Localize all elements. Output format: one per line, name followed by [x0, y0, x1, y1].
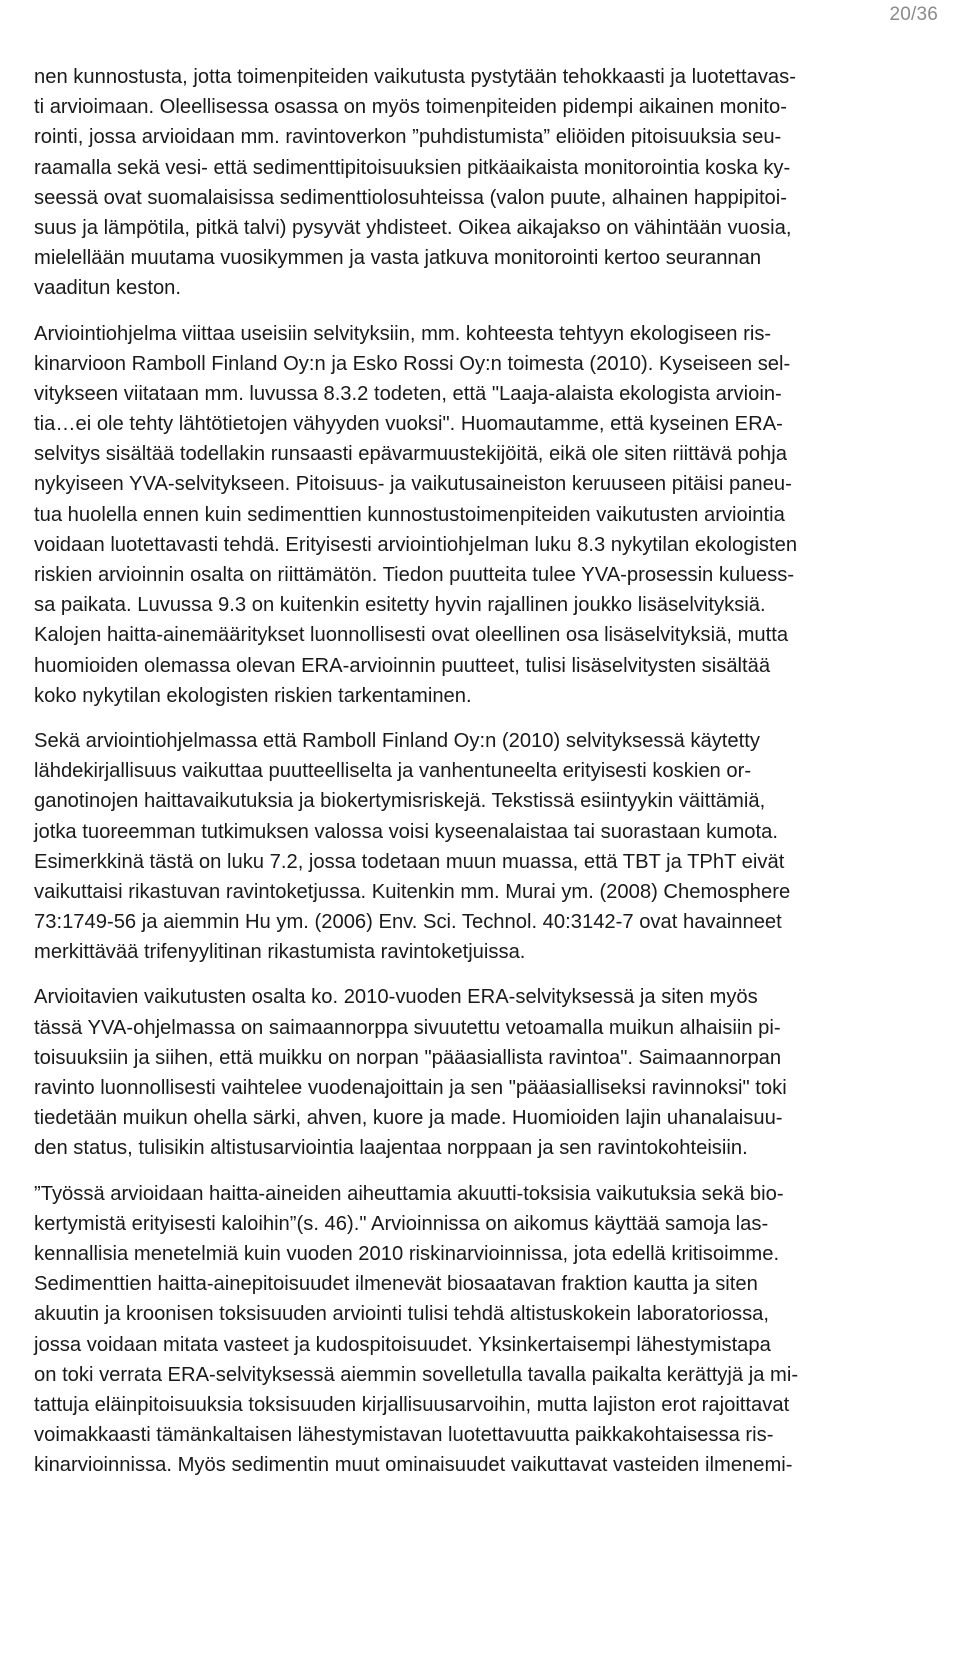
paragraph-4 [34, 982, 914, 1163]
text-line: raamalla sekä vesi- että sedimenttipitoisuuksien pitkäaikaista monitorointia koska ky- [34, 156, 791, 179]
text-line: kertymistä erityisesti kaloihin”(s. 46)." Arvioinnissa on aikomus käyttää samoja las- [34, 1212, 769, 1235]
paragraph-1 [34, 62, 914, 304]
text-line: tiedetään muikun ohella särki, ahven, kuore ja made. Huomioiden lajin uhanalaisuu- [34, 1107, 783, 1130]
text-line: tua huolella ennen kuin sedimenttien kunnostustoimenpiteiden vaikutusten arviointia [34, 503, 785, 526]
text-line: ”Työssä arvioidaan haitta-aineiden aiheuttamia akuutti-toksisia vaikutuksia sekä bio- [34, 1182, 784, 1205]
text-line: Sekä arviointiohjelmassa että Ramboll Finland Oy:n (2010) selvityksessä käytetty [34, 729, 760, 752]
text-line: rointi, jossa arvioidaan mm. ravintoverkon ”puhdistumista” eliöiden pitoisuuksia seu- [34, 126, 782, 149]
text-line: tässä YVA-ohjelmassa on saimaannorppa sivuutettu vetoamalla muikun alhaisiin pi- [34, 1016, 781, 1039]
paragraph-3 [34, 726, 914, 968]
text-line: ganotinojen haittavaikutuksia ja biokertymisriskejä. Tekstissä esiintyykin väittämiä, [34, 790, 766, 813]
text-line: koko nykytilan ekologisten riskien tarkentaminen. [34, 684, 472, 707]
text-line: sa paikata. Luvussa 9.3 on kuitenkin esitetty hyvin rajallinen joukko lisäselvityksiä. [34, 594, 766, 617]
text-line: Sedimenttien haitta-ainepitoisuudet ilmenevät biosaatavan fraktion kautta ja siten [34, 1273, 758, 1296]
paragraph-5 [34, 1179, 914, 1481]
text-line: seessä ovat suomalaisissa sedimenttiolosuhteissa (valon puute, alhainen happipitoi- [34, 186, 787, 209]
text-line: Arvioitavien vaikutusten osalta ko. 2010-vuoden ERA-selvityksessä ja siten myös [34, 986, 758, 1009]
text-line: merkittävää trifenyylitinan rikastumista ravintoketjuissa. [34, 941, 526, 964]
text-line: tia…ei ole tehty lähtötietojen vähyyden vuoksi". Huomautamme, että kyseinen ERA- [34, 413, 783, 436]
text-line: suus ja lämpötila, pitkä talvi) pysyvät yhdisteet. Oikea aikajakso on vähintään vuosia, [34, 216, 792, 239]
text-line: selvitys sisältää todellakin runsaasti epävarmuustekijöitä, eikä ole siten riittävä pohja [34, 443, 787, 466]
text-line: akuutin ja kroonisen toksisuuden arviointi tulisi tehdä altistuskokein laboratoriossa, [34, 1303, 770, 1326]
text-line: voimakkaasti tämänkaltaisen lähestymistavan luotettavuutta paikkakohtaisessa ris- [34, 1424, 774, 1447]
text-line: riskien arvioinnin osalta on riittämätön. Tiedon puutteita tulee YVA-prosessin kuluess- [34, 564, 795, 586]
text-line: ravinto luonnollisesti vaihtelee vuodenajoittain ja sen "pääasialliseksi ravinnoksi" toki [34, 1077, 787, 1099]
text-line: jossa voidaan mitata vasteet ja kudospitoisuudet. Yksinkertaisempi lähestymistapa [34, 1333, 771, 1356]
text-line: kinarvioon Ramboll Finland Oy:n ja Esko Rossi Oy:n toimesta (2010). Kyseiseen sel- [34, 352, 791, 375]
text-line: tattuja eläinpitoisuuksia toksisuuden kirjallisuusarvoihin, mutta lajiston erot rajoittavat [34, 1393, 790, 1416]
text-line: on toki verrata ERA-selvityksessä aiemmin sovelletulla tavalla paikalta kerättyjä ja mi- [34, 1363, 799, 1386]
text-line: lähdekirjallisuus vaikuttaa puutteelliselta ja vanhentuneelta erityisesti koskien or- [34, 760, 752, 783]
paragraph-gap [34, 304, 914, 319]
page-number: 20/36 [889, 4, 938, 25]
text-line: Arviointiohjelma viittaa useisiin selvityksiin, mm. kohteesta tehtyyn ekologiseen ris- [34, 322, 772, 345]
text-line: vitykseen viitataan mm. luvussa 8.3.2 todeten, että "Laaja-alaista ekologista arvioin- [34, 382, 782, 405]
text-line: voidaan luotettavasti tehdä. Erityisesti arviointiohjelman luku 8.3 nykytilan ekologisten [34, 533, 798, 556]
text-line: den status, tulisikin altistusarviointia laajentaa norppaan ja sen ravintokohteisiin. [34, 1137, 748, 1160]
text-line: jotka tuoreemman tutkimuksen valossa voisi kyseenalaistaa tai suorastaan kumota. [34, 820, 778, 843]
text-line: Esimerkkinä tästä on luku 7.2, jossa todetaan muun muassa, että TBT ja TPhT eivät [34, 850, 785, 873]
paragraph-2 [34, 319, 914, 711]
text-line: toisuuksiin ja siihen, että muikku on norpan "pääasiallista ravintoa". Saimaannorpan [34, 1046, 782, 1069]
text-line: mielellään muutama vuosikymmen ja vasta jatkuva monitorointi kertoo seurannan [34, 247, 762, 270]
paragraph-gap [34, 967, 914, 982]
text-line: ti arvioimaan. Oleellisessa osassa on myös toimenpiteiden pidempi aikainen monito- [34, 96, 787, 119]
paragraph-gap [34, 1164, 914, 1179]
text-line: vaaditun keston. [34, 277, 182, 300]
text-line: nen kunnostusta, jotta toimenpiteiden vaikutusta pystytään tehokkaasti ja luotettavas- [34, 66, 796, 88]
text-line: nykyiseen YVA-selvitykseen. Pitoisuus- ja vaikutusaineiston keruuseen pitäisi paneu- [34, 473, 792, 496]
text-line: Kalojen haitta-ainemääritykset luonnollisesti ovat oleellinen osa lisäselvityksiä, mutta [34, 624, 789, 647]
text-line: huomioiden olemassa olevan ERA-arvioinnin puutteet, tulisi lisäselvitysten sisältää [34, 654, 771, 677]
paragraph-gap [34, 711, 914, 726]
text-line: kinarvioinnissa. Myös sedimentin muut ominaisuudet vaikuttavat vasteiden ilmenemi- [34, 1454, 793, 1477]
text-line: vaikuttaisi rikastuvan ravintoketjussa. Kuitenkin mm. Murai ym. (2008) Chemosphere [34, 880, 791, 903]
text-line: 73:1749-56 ja aiemmin Hu ym. (2006) Env. Sci. Technol. 40:3142-7 ovat havainneet [34, 911, 782, 934]
document-body [34, 62, 914, 1480]
text-line: kennallisia menetelmiä kuin vuoden 2010 riskinarvioinnissa, jota edellä kritisoimme. [34, 1242, 780, 1265]
